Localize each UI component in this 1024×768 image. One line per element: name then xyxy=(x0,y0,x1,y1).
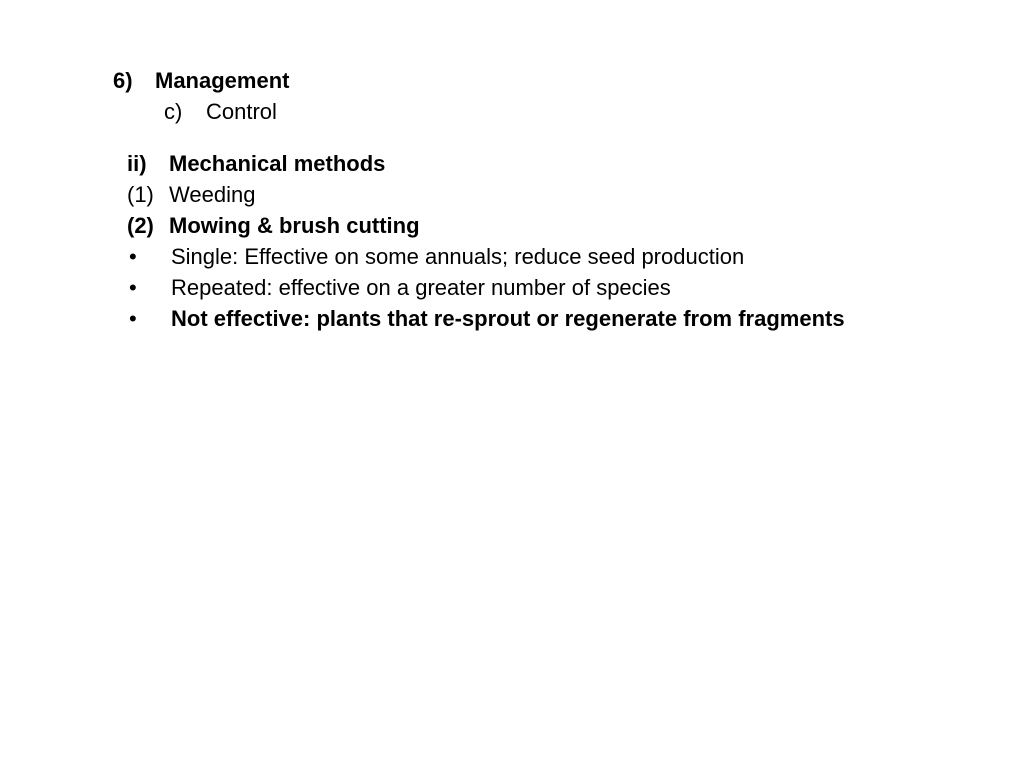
bullet-text: Repeated: effective on a greater number of species xyxy=(171,275,671,300)
list-item-marker: (1) xyxy=(127,182,154,207)
bullet-icon: • xyxy=(129,306,137,331)
list-item-marker: (2) xyxy=(127,213,154,238)
section-title: Management xyxy=(155,68,290,93)
section-number: 6) xyxy=(113,68,133,93)
list-item xyxy=(127,210,849,241)
bullet-text: Single: Effective on some annuals; reduce seed production xyxy=(171,244,745,269)
bullet-text: Not effective: plants that re-sprout or regenerate from fragments xyxy=(171,306,845,331)
subsection-heading xyxy=(164,96,277,127)
list-item-text: Weeding xyxy=(169,182,256,207)
bullet-icon: • xyxy=(129,275,137,300)
bullet-item xyxy=(127,272,851,303)
bullet-item xyxy=(127,241,851,272)
list-item-marker: ii) xyxy=(127,151,147,176)
subsection-marker: c) xyxy=(164,99,183,124)
section-heading xyxy=(113,65,289,96)
list-item-text: Mowing & brush cutting xyxy=(169,213,420,238)
subsection-title: Control xyxy=(206,99,277,124)
bullet-icon: • xyxy=(129,244,137,269)
list-item xyxy=(127,179,849,210)
list-item-text: Mechanical methods xyxy=(169,151,386,176)
list-item xyxy=(127,148,849,179)
bullet-item xyxy=(127,303,851,334)
